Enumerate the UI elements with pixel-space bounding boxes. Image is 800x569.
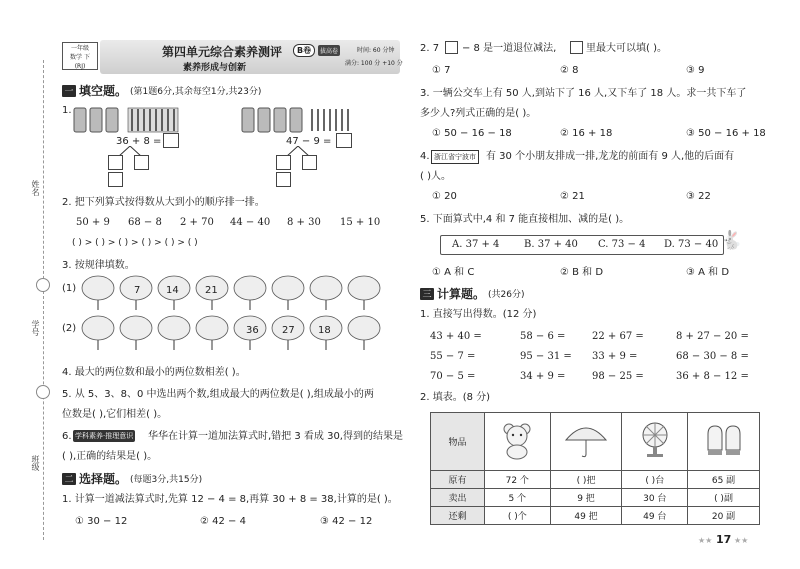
calc-q1-text: 1. 直接写出得数。(12 分) — [420, 309, 537, 320]
q2-expr: 2 + 70 — [180, 217, 214, 228]
table-cell: 30 台 — [622, 489, 688, 507]
table-cell[interactable]: ( )副 — [688, 489, 760, 507]
table-cell: 65 副 — [688, 471, 760, 489]
row-label: 卖出 — [431, 489, 485, 507]
choice-q3-a: 3. 一辆公交车上有 50 人,到站下了 16 人,又下车了 18 人。求一共下车了 — [420, 88, 747, 99]
choice-q3-option[interactable]: ② 16 + 18 — [560, 128, 613, 139]
table-cell: 9 把 — [550, 489, 622, 507]
table-cell: 5 个 — [485, 489, 551, 507]
calc-expr[interactable]: 58 − 6 = — [520, 331, 566, 342]
q4-text: 4. 最大的两位数和最小的两位数相差( )。 — [62, 367, 246, 378]
choice-section-heading — [62, 470, 202, 487]
calc-expr[interactable]: 98 − 25 = — [592, 371, 644, 382]
section-title: 选择题。 — [79, 472, 128, 486]
trees-row-1 — [78, 272, 398, 312]
choice-q1-option[interactable]: ③ 42 − 12 — [320, 516, 373, 527]
table-cell: 72 个 — [485, 471, 551, 489]
q1-label: 1. — [62, 105, 72, 116]
q5-text-a: 5. 从 5、3、8、0 中选出两个数,组成最大的两位数是( ),组成最小的两 — [62, 389, 374, 400]
mittens-icon — [702, 420, 746, 460]
q3-part-1: (1) — [62, 283, 77, 294]
q2-order-blanks[interactable]: ( ) > ( ) > ( ) > ( ) > ( ) > ( ) — [72, 238, 198, 248]
digit-box[interactable] — [445, 41, 458, 54]
q3-seq2-value: 18 — [318, 325, 331, 336]
q3-part-2: (2) — [62, 323, 77, 334]
page-number-stars: ★★ — [698, 536, 713, 545]
name-label: 姓名 — [31, 180, 40, 196]
choice-q5-item: B. 37 + 40 — [524, 239, 578, 250]
choice-q5-item: D. 73 − 40 — [664, 239, 719, 250]
q3-seq2-value: 36 — [246, 325, 259, 336]
choice-q2-b: − 8 是一道退位减法, — [462, 43, 557, 54]
choice-q5-text: 5. 下面算式中,4 和 7 能直接相加、减的是( )。 — [420, 214, 630, 225]
split-box[interactable] — [276, 172, 291, 187]
grade-line: 数学 下 — [70, 54, 90, 61]
calc-expr[interactable]: 70 − 5 = — [430, 371, 476, 382]
section-two-icon: 二 — [62, 473, 76, 485]
table-row — [431, 489, 760, 507]
level-badge: 拔高卷 — [318, 45, 340, 56]
calc-expr[interactable]: 95 − 31 = — [520, 351, 572, 362]
calc-expr[interactable]: 36 + 8 − 12 = — [676, 371, 749, 382]
calc-expr[interactable]: 33 + 9 = — [592, 351, 638, 362]
counting-sticks-right — [240, 104, 400, 134]
table-cell: 49 把 — [550, 507, 622, 525]
q2-expr: 68 − 8 — [128, 217, 162, 228]
choice-q4-option[interactable]: ② 21 — [560, 191, 585, 202]
choice-q5-option[interactable]: ① A 和 C — [432, 267, 475, 278]
q2-text: 2. 把下列算式按得数从大到小的顺序排一排。 — [62, 197, 265, 208]
umbrella-icon — [564, 420, 608, 460]
punch-hole — [36, 278, 50, 292]
row-label: 原有 — [431, 471, 485, 489]
grade-line: 一年级 — [70, 45, 89, 52]
calc-expr[interactable]: 43 + 40 = — [430, 331, 482, 342]
fill-section-heading — [62, 82, 261, 99]
calc-expr[interactable]: 68 − 30 − 8 = — [676, 351, 749, 362]
section-three-icon: 三 — [420, 288, 434, 300]
q3-text: 3. 按规律填数。 — [62, 260, 135, 271]
q6-text-b: ( ),正确的结果是( )。 — [62, 451, 158, 462]
table-cell[interactable]: ( )个 — [485, 507, 551, 525]
split-box[interactable] — [276, 155, 291, 170]
page-title: 第四单元综合素养测评 — [162, 45, 283, 59]
split-box[interactable] — [134, 155, 149, 170]
choice-q4-tag: 浙江省宁波市 — [431, 150, 479, 164]
split-box[interactable] — [108, 172, 123, 187]
calc-expr[interactable]: 34 + 9 = — [520, 371, 566, 382]
choice-q3-option[interactable]: ① 50 − 16 − 18 — [432, 128, 512, 139]
section-one-icon: 一 — [62, 85, 76, 97]
q3-seq1-value: 7 — [134, 285, 141, 296]
header-grade — [62, 42, 98, 70]
fan-icon — [635, 420, 675, 460]
table-row — [431, 471, 760, 489]
q1-equation-1: 36 + 8 = — [116, 136, 162, 147]
choice-q1-option[interactable]: ① 30 − 12 — [75, 516, 128, 527]
calc-section-heading — [420, 285, 525, 302]
section-note: (每题3分,共15分) — [130, 475, 203, 485]
choice-q5-item: C. 73 − 4 — [598, 239, 646, 250]
choice-q1-text: 1. 计算一道减法算式时,先算 12 − 4 = 8,再算 30 + 8 = 38,计算的是( )。 — [62, 494, 398, 505]
section-title: 填空题。 — [79, 84, 128, 98]
q2-expr: 44 − 40 — [230, 217, 271, 228]
q6-tag: 学科素养·推理意识 — [75, 432, 134, 440]
q3-seq2-value: 27 — [282, 325, 295, 336]
punch-hole — [36, 385, 50, 399]
q2-expr: 15 + 10 — [340, 217, 381, 228]
choice-q3-b: 多少人?列式正确的是( )。 — [420, 108, 537, 119]
q3-seq1-value: 21 — [205, 285, 218, 296]
page-number: 17 — [716, 533, 732, 546]
choice-q4-a: 有 30 个小朋友排成一排,龙龙的前面有 9 人,他的后面有 — [486, 151, 735, 162]
choice-q4-option[interactable]: ① 20 — [432, 191, 457, 202]
q6-number: 6. — [62, 431, 72, 442]
choice-q2-option[interactable]: ① 7 — [432, 65, 451, 76]
calc-expr[interactable]: 22 + 67 = — [592, 331, 644, 342]
gloves-cell — [688, 413, 760, 471]
rabbit-icon: 🐇 — [720, 230, 743, 251]
full-score: 满分: 100 分 +10 分 — [345, 60, 403, 67]
volume-badge: B卷 — [293, 44, 315, 57]
page-number-stars: ★★ — [734, 536, 749, 545]
table-row — [431, 413, 760, 471]
split-box[interactable] — [108, 155, 123, 170]
table-row — [431, 507, 760, 525]
choice-q4-b: ( )人。 — [420, 171, 451, 182]
bear-toy-icon — [497, 420, 537, 460]
choice-q2-c: 里最大可以填( )。 — [586, 43, 667, 54]
table-cell[interactable]: ( )台 — [622, 471, 688, 489]
number-label: 学号 — [31, 320, 40, 336]
bear-cell — [485, 413, 551, 471]
umbrella-cell — [550, 413, 622, 471]
class-label: 班级 — [31, 455, 40, 471]
section-note: (共26分) — [488, 290, 525, 300]
choice-q5-item: A. 37 + 4 — [452, 239, 500, 250]
table-cell[interactable]: ( )把 — [550, 471, 622, 489]
section-note: (第1题6分,其余每空1分,共23分) — [130, 87, 262, 97]
table-cell: 20 副 — [688, 507, 760, 525]
table-header: 物品 — [431, 413, 485, 471]
grade-line: (RJ) — [74, 63, 86, 70]
table-cell: 49 台 — [622, 507, 688, 525]
calc-expr[interactable]: 55 − 7 = — [430, 351, 476, 362]
choice-q5-option[interactable]: ② B 和 D — [560, 267, 604, 278]
counting-sticks-left — [72, 104, 222, 134]
answer-box[interactable] — [163, 133, 179, 148]
trees-row-2 — [78, 312, 398, 352]
calc-q2-text: 2. 填表。(8 分) — [420, 392, 491, 403]
choice-q4-option[interactable]: ③ 22 — [686, 191, 711, 202]
choice-q4-number: 4. — [420, 151, 430, 162]
choice-q3-option[interactable]: ③ 50 − 16 + 18 — [686, 128, 766, 139]
answer-box[interactable] — [336, 133, 352, 148]
fan-cell — [622, 413, 688, 471]
q6-text-a: 华华在计算一道加法算式时,错把 3 看成 30,得到的结果是 — [148, 431, 403, 442]
q2-expr: 50 + 9 — [76, 217, 110, 228]
calc-expr[interactable]: 8 + 27 − 20 = — [676, 331, 749, 342]
choice-q5-option[interactable]: ③ A 和 D — [686, 267, 730, 278]
time-limit: 时间: 60 分钟 — [357, 47, 395, 54]
digit-box[interactable] — [570, 41, 583, 54]
row-label: 还剩 — [431, 507, 485, 525]
split-box[interactable] — [302, 155, 317, 170]
choice-q1-option[interactable]: ② 42 − 4 — [200, 516, 246, 527]
q5-text-b: 位数是( ),它们相差( )。 — [62, 409, 168, 420]
q3-seq1-value: 14 — [166, 285, 179, 296]
choice-q2-option[interactable]: ② 8 — [560, 65, 579, 76]
q2-expr: 8 + 30 — [287, 217, 321, 228]
section-title: 计算题。 — [437, 287, 486, 301]
fill-table — [430, 412, 760, 525]
q1-equation-2: 47 − 9 = — [286, 136, 332, 147]
binding-line — [43, 60, 44, 540]
choice-q2-option[interactable]: ③ 9 — [686, 65, 705, 76]
page-subtitle: 素养形成与创新 — [183, 63, 247, 73]
choice-q2-a: 2. 7 — [420, 43, 440, 54]
